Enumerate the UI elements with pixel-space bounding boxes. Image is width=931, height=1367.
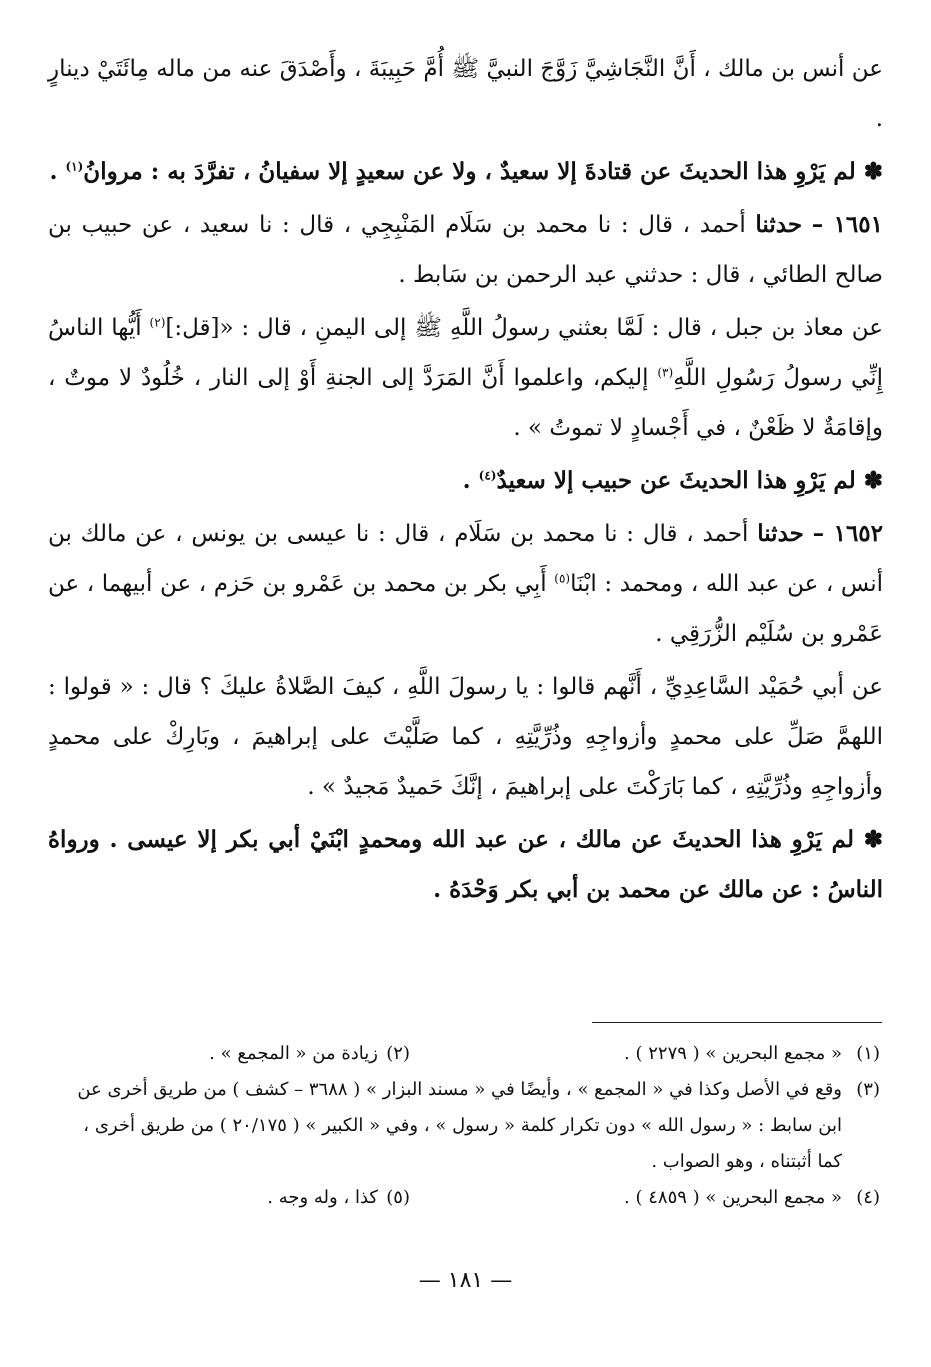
- footnote-text: زيادة من « المجمع » .: [209, 1043, 378, 1064]
- footnote-text: كذا ، وله وجه .: [267, 1187, 378, 1208]
- hadith-chain-b: أَبِي بكر بن محمد بن عَمْرو بن حَزم ، عن أبيهما ، عن عَمْرو بن سُلَيْم الزُّرَقِي .: [48, 571, 883, 647]
- hadith-chain-a: أحمد ، قال : نا محمد بن سَلَام ، قال : نا عيسى بن يونس ، عن مالك بن أنس ، عن عبد الله ، ومحمد : ابْنَا: [48, 521, 883, 597]
- paragraph-1-text: عن أنس بن مالك ، أَنَّ النَّجَاشِيَّ زَوَّجَ النبيَّ ﷺ أُمَّ حَبِيبَةَ ، وأَصْدَقَ عنه من ماله مِائَتَيْ دينارٍ .: [48, 56, 883, 132]
- footnote-text: « مجمع البحرين » ( ٤٨٥٩ ) .: [624, 1187, 842, 1208]
- footnote-row-4-5: [60, 1180, 880, 1216]
- footnote-text: « مجمع البحرين » ( ٢٢٧٩ ) .: [624, 1043, 842, 1064]
- footnote-4: [410, 1180, 880, 1216]
- paragraph-1: [48, 44, 883, 144]
- paragraph-4-part-c: إليكم، واعلموا أَنَّ المَرَدَّ إلى الجنةِ أَوْ إلى النار ، خُلُودٌ لا موتٌ ، وإقامَةٌ لا ظَعْنٌ ، في أَجْسادٍ لا تموتُ » .: [48, 365, 883, 441]
- footnote-1: [410, 1036, 880, 1072]
- footnote-ref-5: (٥): [554, 571, 571, 586]
- footnote-2: [209, 1036, 410, 1072]
- commentary-end: .: [462, 467, 479, 494]
- paragraph-8-commentary: [48, 815, 883, 915]
- hadith-1652: [48, 509, 883, 659]
- footnote-row-1-2: [60, 1036, 880, 1072]
- page-number: — ١٨١ —: [418, 1268, 513, 1293]
- footnote-number: (٢): [386, 1043, 410, 1064]
- footnote-number: (٣): [856, 1079, 880, 1100]
- footnote-number: (١): [856, 1043, 880, 1064]
- hadith-number: ١٦٥١ –: [811, 211, 883, 238]
- footnote-ref-1: (١): [65, 159, 84, 174]
- footnote-separator: [592, 1022, 882, 1023]
- paragraph-4-part-b: أَيُّها الناسُ إِنِّي رسولُ رَسُولِ اللَّهِ: [48, 315, 883, 391]
- hadith-lead: حدثنا: [757, 520, 804, 547]
- paragraph-4-part-a: عن معاذ بن جبل ، قال : لَمَّا بعثني رسولُ اللَّهِ ﷺ إلى اليمنِ ، قال : «[قل:]: [165, 315, 883, 341]
- footnote-number: (٤): [856, 1187, 880, 1208]
- hadith-1651: [48, 200, 883, 300]
- paragraph-4: [48, 303, 883, 453]
- paragraph-7: [48, 662, 883, 812]
- paragraph-2-commentary: [48, 147, 883, 197]
- footnote-text: وقع في الأصل وكذا في « المجمع » ، وأيضًا في « مسند البزار » ( ٣٦٨٨ – كشف ) من طريق أخرى عن ابن سابط : « رسول الله » دون تكرار كلمة « رسول » ، وفي « الكبير » ( ٢٠/١٧٥ ) من طريق أخرى ، كما أثبتناه ، وهو الصواب .: [77, 1079, 842, 1172]
- footnote-ref-4: (٤): [478, 468, 497, 483]
- hadith-lead: حدثنا: [755, 211, 803, 238]
- commentary-text: ✽ لم يَرْوِ هذا الحديثَ عن حبيب إلا سعيدٌ: [496, 467, 883, 494]
- commentary-text: ✽ لم يَرْوِ هذا الحديثَ عن قتادةَ إلا سعيدٌ ، ولا عن سعيدٍ إلا سفيانُ ، تفرَّدَ به : مروانُ: [83, 158, 883, 185]
- commentary-end: .: [49, 158, 66, 185]
- commentary-text: ✽ لم يَرْوِ هذا الحديثَ عن مالك ، عن عبد الله ومحمدٍ ابْنَيْ أبي بكر إلا عيسى . ورواهُ الناسُ : عن مالك عن محمد بن أبي بكر وَحْدَهُ .: [48, 826, 883, 903]
- hadith-number: ١٦٥٢ –: [812, 520, 884, 547]
- hadith-chain: أحمد ، قال : نا محمد بن سَلَام المَنْبِجِي ، قال : نا سعيد ، عن حبيب بن صالح الطائي ، قال : حدثني عبد الرحمن بن سَابط .: [48, 212, 883, 288]
- footnote-ref-3: (٣): [657, 365, 674, 380]
- footnote-ref-2: (٢): [149, 315, 166, 330]
- footnote-3: [60, 1072, 880, 1180]
- paragraph-5-commentary: [48, 456, 883, 506]
- footnotes: [60, 1036, 880, 1216]
- paragraph-7-text: عن أبي حُمَيْد السَّاعِدِيِّ ، أَنَّهم قالوا : يا رسولَ اللَّهِ ، كيفَ الصَّلاةُ عليكَ ؟ قال : « قولوا : اللهمَّ صَلِّ على محمدٍ وأزواجِهِ وذُرِّيَّتِهِ ، كما صَلَّيْتَ على إبراهيمَ ، وبَارِكْ على محمدٍ وأزواجِهِ وذُرِّيَّتِهِ ، كما بَارَكْتَ على إبراهيمَ ، إنَّكَ حَميدٌ مَجيدٌ » .: [48, 674, 883, 800]
- footnote-5: [267, 1180, 410, 1216]
- footnote-number: (٥): [386, 1187, 410, 1208]
